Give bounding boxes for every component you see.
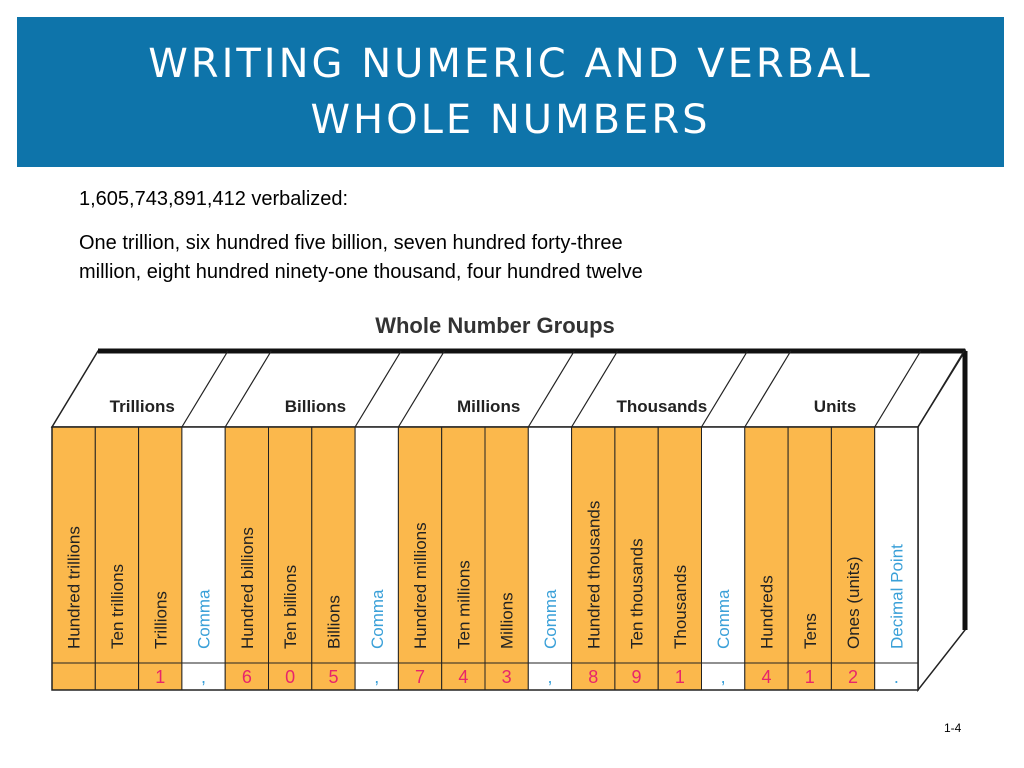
- slide-title-line-2: WHOLE NUMBERS: [310, 97, 711, 143]
- place-digit: 9: [631, 667, 642, 687]
- column-label: Millions: [497, 592, 517, 649]
- slide-number: 1-4: [944, 721, 962, 735]
- place-digit: ,: [374, 667, 380, 687]
- group-label-units: Units: [813, 397, 857, 416]
- column-label: Hundred trillions: [64, 526, 84, 649]
- column-label: Comma: [540, 589, 560, 649]
- column-label: Hundred billions: [237, 527, 257, 649]
- column-label: Ten millions: [454, 560, 474, 649]
- digit-cell: [95, 663, 138, 690]
- column-label: Comma: [367, 589, 387, 649]
- column-label: Comma: [194, 589, 214, 649]
- column-label: Tens: [800, 613, 820, 649]
- place-digit: 5: [328, 667, 339, 687]
- place-digit: 6: [241, 667, 252, 687]
- column-label: Trillions: [151, 591, 171, 649]
- slide-title-line-1: WRITING NUMERIC AND VERBAL: [148, 41, 873, 87]
- place-digit: 1: [155, 667, 166, 687]
- verbal-line-2: million, eight hundred ninety-one thousand, four hundred twelve: [79, 261, 643, 283]
- place-digit: 4: [761, 667, 772, 687]
- verbal-line-1: One trillion, six hundred five billion, seven hundred forty-three: [79, 232, 623, 254]
- group-label-thousands: Thousands: [616, 397, 708, 416]
- group-label-millions: Millions: [457, 397, 521, 416]
- column-label: Hundred millions: [411, 522, 431, 649]
- place-digit: ,: [201, 667, 207, 687]
- digit-cell: [52, 663, 95, 690]
- verbalized-label: verbalized:: [245, 188, 349, 210]
- place-digit: 3: [501, 667, 512, 687]
- place-digit: 1: [804, 667, 815, 687]
- column-label: Hundreds: [757, 575, 777, 649]
- place-digit: 8: [588, 667, 599, 687]
- place-digit: 0: [285, 667, 296, 687]
- place-digit: ,: [547, 667, 553, 687]
- column-label: Ones (units): [844, 556, 864, 649]
- place-digit: 2: [848, 667, 859, 687]
- column-label: Decimal Point: [887, 544, 907, 649]
- group-label-trillions: Trillions: [109, 397, 175, 416]
- place-digit: .: [893, 667, 899, 687]
- column-label: Thousands: [670, 564, 690, 649]
- figure-title: Whole Number Groups: [375, 313, 615, 338]
- place-digit: 4: [458, 667, 469, 687]
- column-label: Comma: [714, 589, 734, 649]
- column-label: Hundred thousands: [584, 500, 604, 649]
- group-label-billions: Billions: [284, 397, 347, 416]
- column-label: Ten billions: [281, 564, 301, 649]
- column-label: Ten trillions: [107, 563, 127, 649]
- column-label: Billions: [324, 595, 344, 649]
- place-digit: 7: [415, 667, 426, 687]
- example-number: 1,605,743,891,412: [79, 188, 246, 210]
- place-digit: 1: [674, 667, 685, 687]
- column-label: Ten thousands: [627, 538, 647, 649]
- place-digit: ,: [720, 667, 726, 687]
